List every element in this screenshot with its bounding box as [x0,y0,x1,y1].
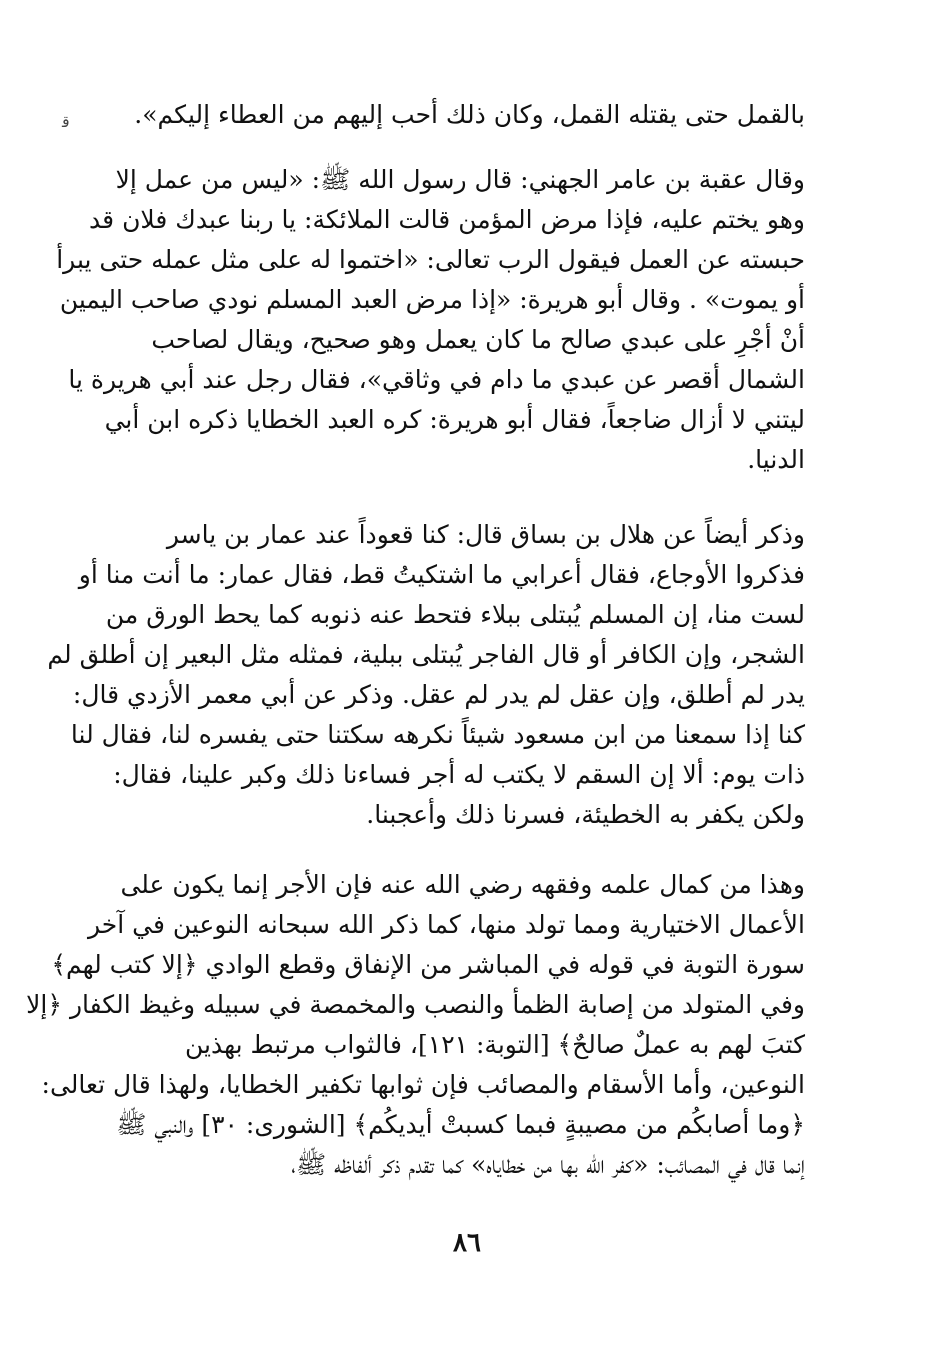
text-line: ليتني لا أزال ضاجعاً، فقال أبو هريرة: كره العبد الخطايا ذكره ابن أبي [104,405,805,434]
text-line: ذات يوم: ألا إن السقم لا يكتب له أجر فساءنا ذلك وكبر علينا، فقال: [113,760,805,789]
page-number: ٨٦ [453,1228,481,1258]
text-line: الشجر، وإن الكافر أو قال الفاجر يُبتلى ببلية، فمثله مثل البعير إن أطلق لم [47,640,805,669]
text-line: ﴿وما أصابكُم من مصيبةٍ فبما كسبتْ أيديكُم﴾ [الشورى: ٣٠] والنبي ﷺ [116,1110,805,1139]
text-line: أنْ أجْرِ على عبدي صالح ما كان يعمل وهو صحيح، ويقال لصاحب [151,325,805,354]
text-line: الشمال أقصر عن عبدي ما دام في وثاقي»، فقال رجل عند أبي هريرة يا [68,365,805,394]
paragraph-2 [56,160,805,480]
text-line: أو يموت» . وقال أبو هريرة: «إذا مرض العبد المسلم نودي صاحب اليمين [59,285,805,314]
text-line: وهذا من كمال علمه وفقهه رضي الله عنه فإن الأجر إنما يكون على [120,870,805,899]
text-line: كتبَ لهم به عملٌ صالحٌ﴾ [التوبة: ١٢١]، فالثواب مرتبط بهذين [184,1030,805,1059]
margin-mark: ﻗ [62,112,70,131]
text-line: حبسته عن العمل فيقول الرب تعالى: «اختموا له على مثل عمله حتى يبرأ [56,245,805,274]
text-line: الدنيا. [747,445,805,474]
text-line: بالقمل حتى يقتله القمل، وكان ذلك أحب إليهم من العطاء إليكم». [134,100,805,129]
text-line: إنما قال في المصائب: «كفر الله بها من خطاياه» كما تقدم ذكر ألفاظه ﷺ، [291,1150,805,1179]
text-line: وذكر أيضاً عن هلال بن بساق قال: كنا قعوداً عند عمار بن ياسر [166,520,805,549]
text-line: النوعين، وأما الأسقام والمصائب فإن ثوابها تكفير الخطايا، ولهذا قال تعالى: [41,1070,805,1099]
text-line: وهو يختم عليه، فإذا مرض المؤمن قالت الملائكة: يا ربنا عبدك فلان قد [89,205,805,234]
text-line: فذكروا الأوجاع، فقال أعرابي ما اشتكيتُ قط، فقال عمار: ما أنت منا أو [78,560,805,589]
paragraph-4 [26,865,805,1185]
text-line: لست منا، إن المسلم يُبتلى ببلاء فتحط عنه ذنوبه كما يحط الورق من [105,600,805,629]
text-line: الأعمال الاختيارية ومما تولد منها، كما ذكر الله سبحانه النوعين في آخر [87,910,805,939]
text-line: وفي المتولد من إصابة الظمأ والنصب والمخمصة في سبيله وغيظ الكفار ﴿إلا [26,990,805,1019]
paragraph-1 [105,95,805,135]
text-line: سورة التوبة في قوله في المباشر من الإنفاق وقطع الوادي ﴿إلا كتب لهم﴾ [51,950,805,979]
paragraph-3 [47,515,805,835]
text-line: وقال عقبة بن عامر الجهني: قال رسول الله ﷺ: «ليس من عمل إلا [115,165,805,194]
text-line: ولكن يكفر به الخطيئة، فسرنا ذلك وأعجبنا. [366,800,805,829]
text-line: يدر لم أطلق، وإن عقل لم يدر لم عقل. وذكر عن أبي معمر الأزدي قال: [72,680,805,709]
text-line: كنا إذا سمعنا من ابن مسعود شيئاً نكرهه سكتنا حتى يفسره لنا، فقال لنا [70,720,805,749]
